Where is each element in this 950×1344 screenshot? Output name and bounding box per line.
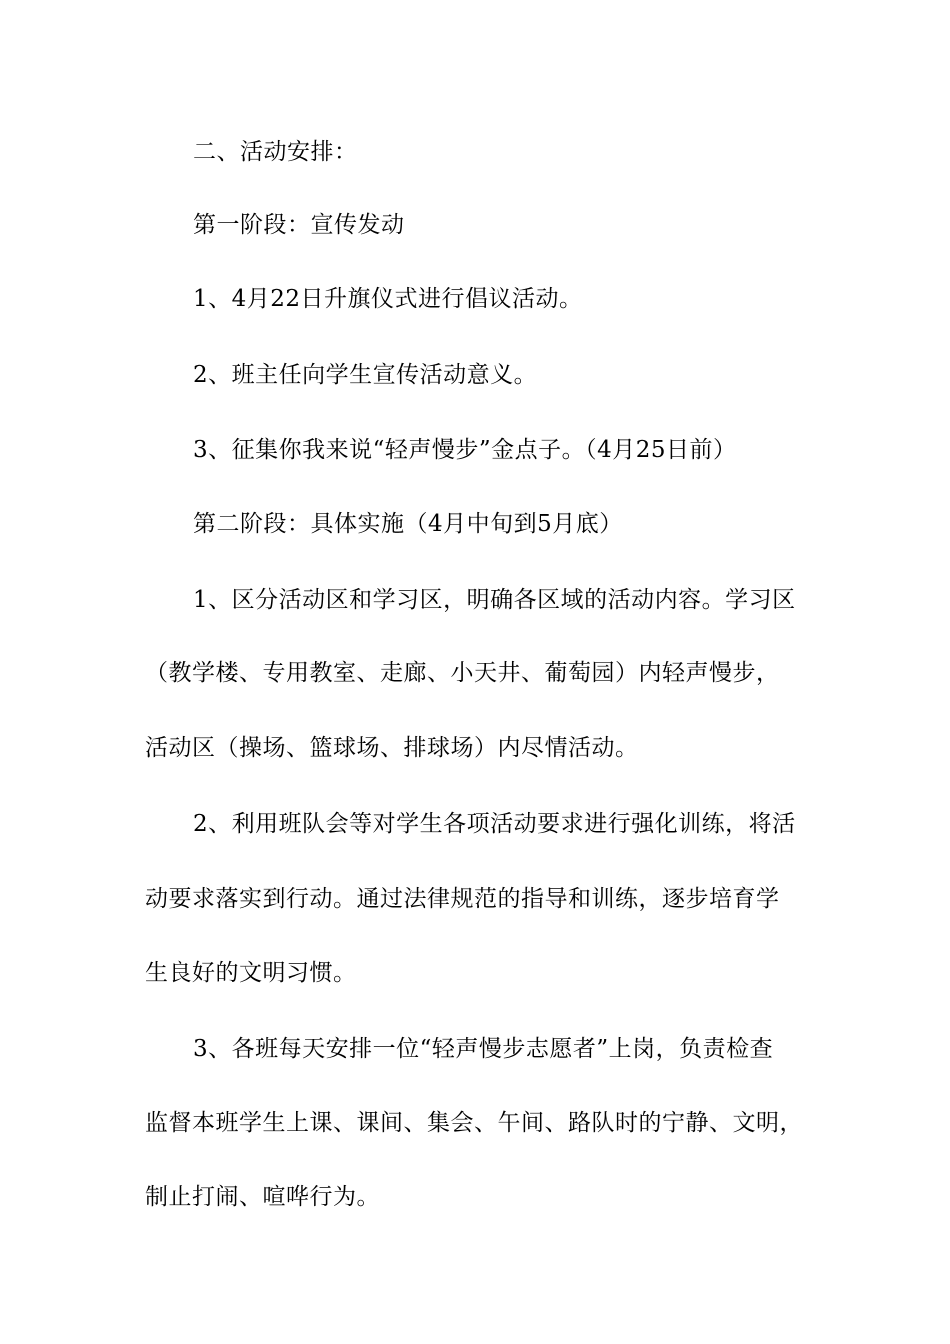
- paragraph-line: 动要求落实到行动。通过法律规范的指导和训练，逐步培育学: [145, 886, 780, 912]
- paragraph-line: 3、各班每天安排一位“轻声慢步志愿者”上岗，负责检查: [193, 1036, 774, 1062]
- stage-heading: 第一阶段：宣传发动: [193, 212, 405, 238]
- paragraph-line: 监督本班学生上课、课间、集会、午间、路队时的宁静、文明，: [145, 1110, 803, 1136]
- paragraph-line: 生良好的文明习惯。: [145, 960, 357, 986]
- paragraph-line: （教学楼、专用教室、走廊、小天井、葡萄园）内轻声慢步，: [145, 660, 780, 686]
- paragraph-line: 1、4月22日升旗仪式进行倡议活动。: [193, 286, 583, 312]
- stage-heading: 第二阶段：具体实施（4月中旬到5月底）: [193, 511, 623, 537]
- paragraph-line: 活动区（操场、篮球场、排球场）内尽情活动。: [145, 735, 639, 761]
- paragraph-line: 2、利用班队会等对学生各项活动要求进行强化训练，将活: [193, 811, 796, 837]
- section-heading: 二、活动安排：: [193, 139, 358, 165]
- paragraph-line: 1、区分活动区和学习区，明确各区域的活动内容。学习区: [193, 587, 796, 613]
- paragraph-line: 3、征集你我来说“轻声慢步”金点子。（4月25日前）: [193, 437, 737, 463]
- paragraph-line: 制止打闹、喧哗行为。: [145, 1184, 380, 1210]
- paragraph-line: 2、班主任向学生宣传活动意义。: [193, 362, 538, 388]
